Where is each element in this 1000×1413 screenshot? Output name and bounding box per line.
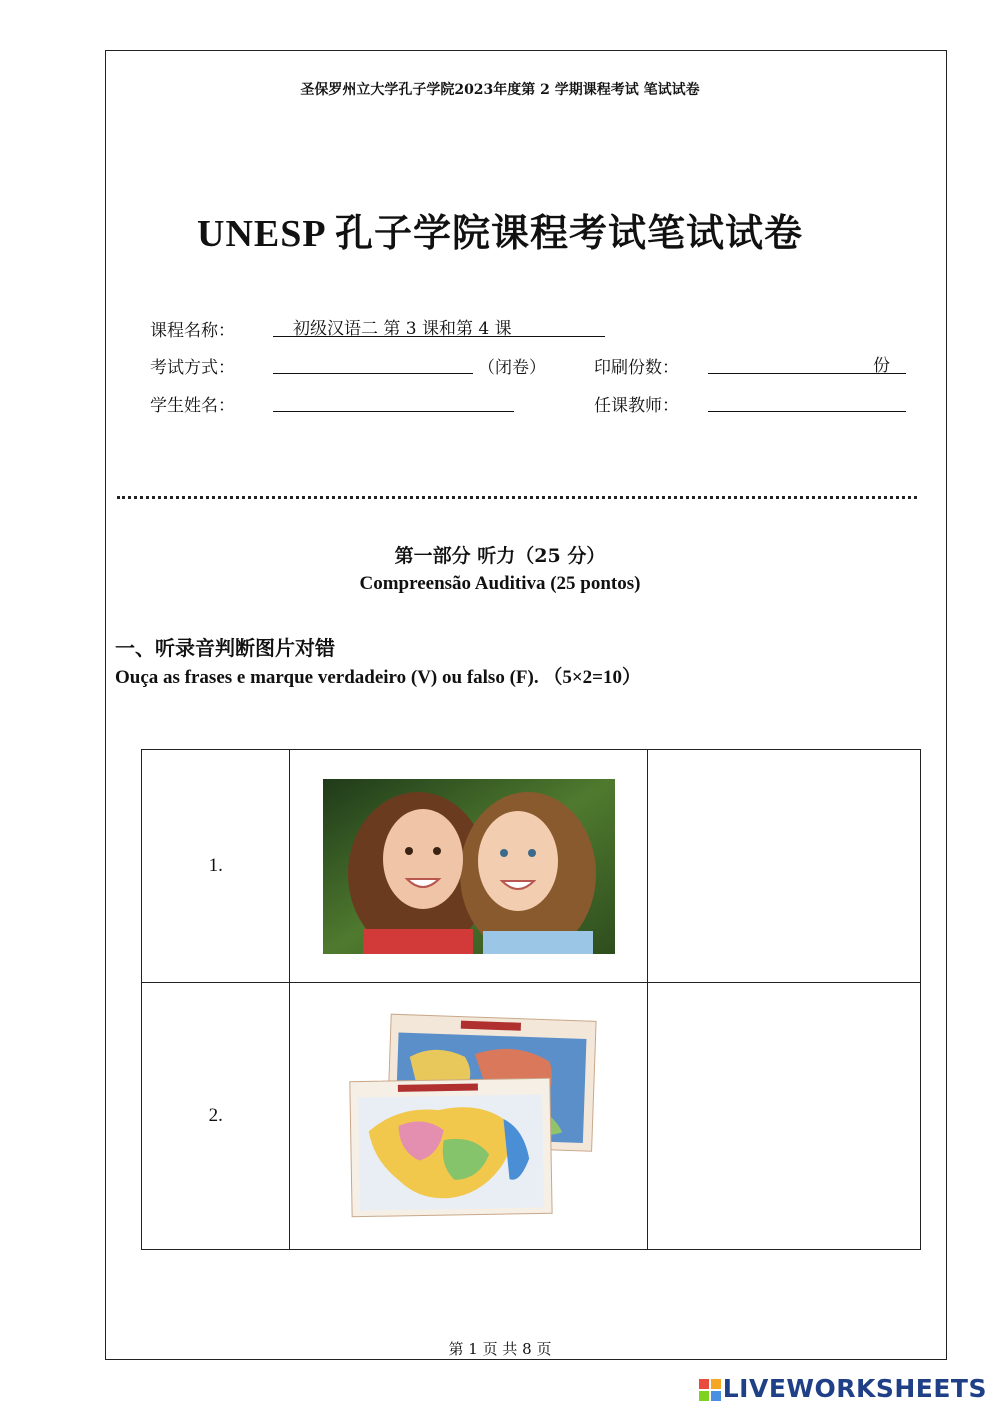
question-title: 一、听录音判断图片对错: [115, 636, 335, 660]
student-name-field[interactable]: [273, 389, 514, 412]
exam-mode-field[interactable]: [273, 351, 473, 374]
brand-watermark: [699, 1374, 987, 1403]
course-name-field[interactable]: [273, 314, 605, 337]
course-name-label: 课程名称：: [150, 321, 235, 341]
item-number: 2.: [142, 983, 290, 1250]
liveworksheets-logo-icon: [699, 1379, 721, 1401]
dotted-divider: [117, 496, 917, 499]
exam-header-line: 圣保罗州立大学孔子学院2023年度第 2 学期课程考试 笔试试卷: [300, 82, 700, 98]
item-image-cell: [290, 750, 648, 983]
answer-cell[interactable]: [648, 750, 921, 983]
page-footer: 第 1 页 共 8 页: [448, 1340, 552, 1358]
section-title: 第一部分 听力（25 分）: [394, 545, 606, 567]
item-number: 1.: [142, 750, 290, 983]
table-row: [142, 750, 921, 983]
course-name-value: 初级汉语二 第 3 课和第 4 课: [293, 319, 512, 339]
print-count-field[interactable]: [708, 351, 906, 374]
teacher-field[interactable]: [708, 389, 906, 412]
world-and-china-maps: [339, 1010, 599, 1222]
item-image-cell: [290, 983, 648, 1250]
page-title: UNESP 孔子学院课程考试笔试试卷: [197, 213, 803, 255]
exam-mode-closed: （闭卷）: [478, 358, 546, 378]
print-count-unit: 份: [873, 356, 890, 376]
two-girls-photo: [323, 779, 615, 954]
student-name-label: 学生姓名：: [150, 396, 235, 416]
exam-mode-label: 考试方式：: [150, 358, 235, 378]
print-count-label: 印刷份数：: [594, 358, 679, 378]
table-row: [142, 983, 921, 1250]
teacher-label: 任课教师：: [594, 396, 679, 416]
answer-cell[interactable]: [648, 983, 921, 1250]
section-subtitle: Compreensão Auditiva (25 pontos): [359, 573, 641, 594]
question-table: [141, 749, 921, 1250]
brand-text: LIVEWORKSHEETS: [722, 1374, 987, 1403]
question-instruction: Ouça as frases e marque verdadeiro (V) ou falso (F). （5×2=10）: [115, 667, 641, 688]
